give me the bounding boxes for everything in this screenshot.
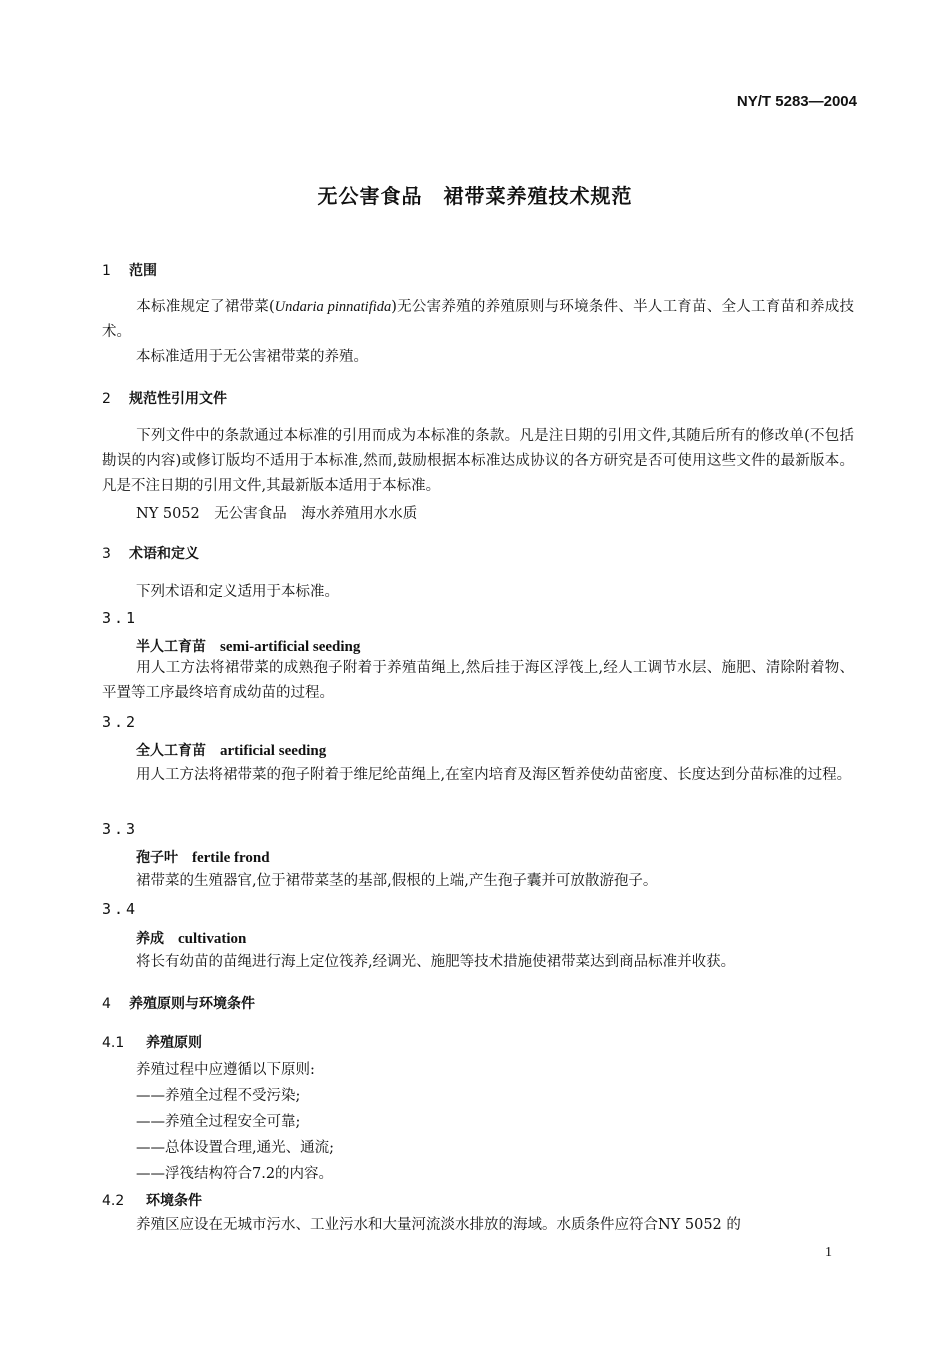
term-heading: 半人工育苗 semi-artificial seeding	[136, 639, 361, 655]
section-4-heading: 4 养殖原则与环境条件	[102, 996, 255, 1012]
term-heading: 孢子叶 fertile frond	[136, 850, 270, 866]
subsection-4-2-paragraph: 养殖区应设在无城市污水、工业污水和大量河流淡水排放的海域。水质条件应符合NY 5052 的	[136, 1217, 741, 1233]
page-number: 1	[825, 1245, 832, 1260]
term-number: 3.2	[102, 713, 139, 731]
section-2-heading: 2 规范性引用文件	[102, 391, 227, 407]
subsection-4-1-intro: 养殖过程中应遵循以下原则:	[136, 1062, 315, 1078]
term-number: 3.4	[102, 900, 139, 918]
section-title: 范围	[129, 263, 157, 279]
document-title: 无公害食品 裙带菜养殖技术规范	[317, 184, 633, 208]
list-item: ——养殖全过程安全可靠;	[136, 1114, 301, 1130]
section-3-intro: 下列术语和定义适用于本标准。	[136, 584, 339, 600]
list-item: ——浮筏结构符合7.2的内容。	[136, 1166, 334, 1182]
standard-number: NY/T 5283—2004	[736, 93, 857, 110]
section-1-paragraph-2: 本标准适用于无公害裙带菜的养殖。	[136, 349, 368, 365]
list-item: ——总体设置合理,通光、通流;	[136, 1140, 334, 1156]
subsection-4-1-heading: 4.1 养殖原则	[102, 1035, 202, 1051]
section-1-paragraph-1: 本标准规定了裙带菜(Undaria pinnatifida)无公害养殖的养殖原则与环境条件、半人工育苗、全人工育苗和养成技术。	[102, 299, 854, 340]
term-definition: 用人工方法将裙带菜的孢子附着于维尼纶苗绳上,在室内培育及海区暂养使幼苗密度、长度达到分苗标准的过程。	[136, 767, 852, 783]
normative-reference: NY 5052 无公害食品 海水养殖用水水质	[136, 506, 418, 522]
term-heading: 全人工育苗 artificial seeding	[136, 743, 327, 759]
term-number: 3.1	[102, 609, 139, 627]
term-heading: 养成 cultivation	[136, 931, 247, 947]
subsection-4-2-heading: 4.2 环境条件	[102, 1193, 202, 1209]
term-definition: 裙带菜的生殖器官,位于裙带菜茎的基部,假根的上端,产生孢子囊并可放散游孢子。	[136, 873, 658, 889]
list-item: ——养殖全过程不受污染;	[136, 1088, 301, 1104]
latin-name: Undaria pinnatifida	[274, 299, 392, 315]
section-2-paragraph-1: 下列文件中的条款通过本标准的引用而成为本标准的条款。凡是注日期的引用文件,其随后所有的修改单(不包括勘误的内容)或修订版均不适用于本标准,然而,鼓励根据本标准达成协议的各方研究是否可使用这些文件的最新版本。凡是不注日期的引用文件,其最新版本适用于本标准。	[102, 428, 854, 494]
section-3-heading: 3 术语和定义	[102, 546, 199, 562]
term-definition: 将长有幼苗的苗绳进行海上定位筏养,经调光、施肥等技术措施使裙带菜达到商品标准并收获。	[136, 954, 736, 970]
section-1-heading	[102, 260, 157, 280]
term-number: 3.3	[102, 820, 139, 838]
term-definition: 用人工方法将裙带菜的成熟孢子附着于养殖苗绳上,然后挂于海区浮筏上,经人工调节水层、施肥、清除附着物、平置等工序最终培育成幼苗的过程。	[102, 660, 854, 701]
section-number: 1	[102, 263, 111, 279]
